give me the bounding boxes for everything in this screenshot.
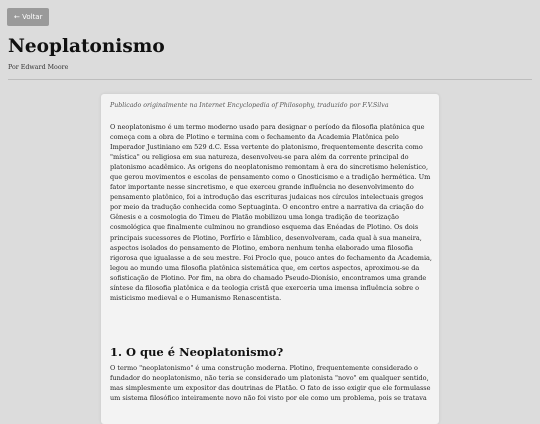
article-card bbox=[101, 94, 439, 424]
section-paragraph: O termo "neoplatonismo" é uma construção moderna. Plotino, frequentemente considerado o fundador do neoplatonismo, não teria se considerado um platonista "novo" em qualquer sentido, mas simplesmente um expositor das doutrinas de Platão. O fato de isso exigir que ele formulasse um sistema filosófico inteiramente novo não foi visto por ele como um problema, pois se tratava bbox=[110, 364, 431, 403]
author-byline: Por Edward Moore bbox=[8, 64, 69, 71]
back-button[interactable]: ← Voltar bbox=[7, 8, 49, 26]
page-title: Neoplatonismo bbox=[8, 36, 165, 57]
intro-paragraph: O neoplatonismo é um termo moderno usado para designar o período da filosofia platônica que começa com a obra de Plotino e termina com o fechamento da Academia Platônica pelo Imperador Justiniano em 529 d.C. Essa vertente do platonismo, frequentemente descrita como "mística" ou religiosa em sua natureza, desenvolveu-se para além da corrente principal do platonismo acadêmico. As origens do neoplatonismo remontam à era do sincretismo helenístico, que gerou movimentos e escolas de pensamento como o Gnosticismo e a tradição hermética. Um fator importante nesse sincretismo, e que exerceu grande influência no desenvolvimento do pensamento platônico, foi a introdução das escrituras judaicas nos círculos intelectuais gregos por meio da tradução conhecida como Septuaginta. O encontro entre a narrativa da criação do Gênesis e a cosmologia do Timeu de Platão mobilizou uma longa tradição de teorização cosmológica que finalmente culminou no grandioso esquema das Enéadas de Plotino. Os dois principais sucessores de Plotino, Porfírio e Iâmblico, desenvolveram, cada qual à sua maneira, aspectos isolados do pensamento de Plotino, embora nenhum tenha elaborado uma filosofia rigorosa que igualasse a de seu mestre. Foi Proclo que, pouco antes do fechamento da Academia, legou ao mundo uma filosofia platônica sistemática que, em certos aspectos, aproximou-se da sofisticação de Plotino. Por fim, na obra do chamado Pseudo-Dionísio, encontramos uma grande síntese da filosofia platônica e da teologia cristã que exerceria uma imensa influência sobre o misticismo medieval e o Humanismo Renascentista. bbox=[110, 123, 432, 302]
translation-note: Publicado originalmente na Internet Encyclopedia of Philosophy, traduzido por F.V.Silva bbox=[110, 102, 389, 109]
section-heading: 1. O que é Neoplatonismo? bbox=[110, 345, 284, 359]
header-divider bbox=[8, 79, 532, 80]
